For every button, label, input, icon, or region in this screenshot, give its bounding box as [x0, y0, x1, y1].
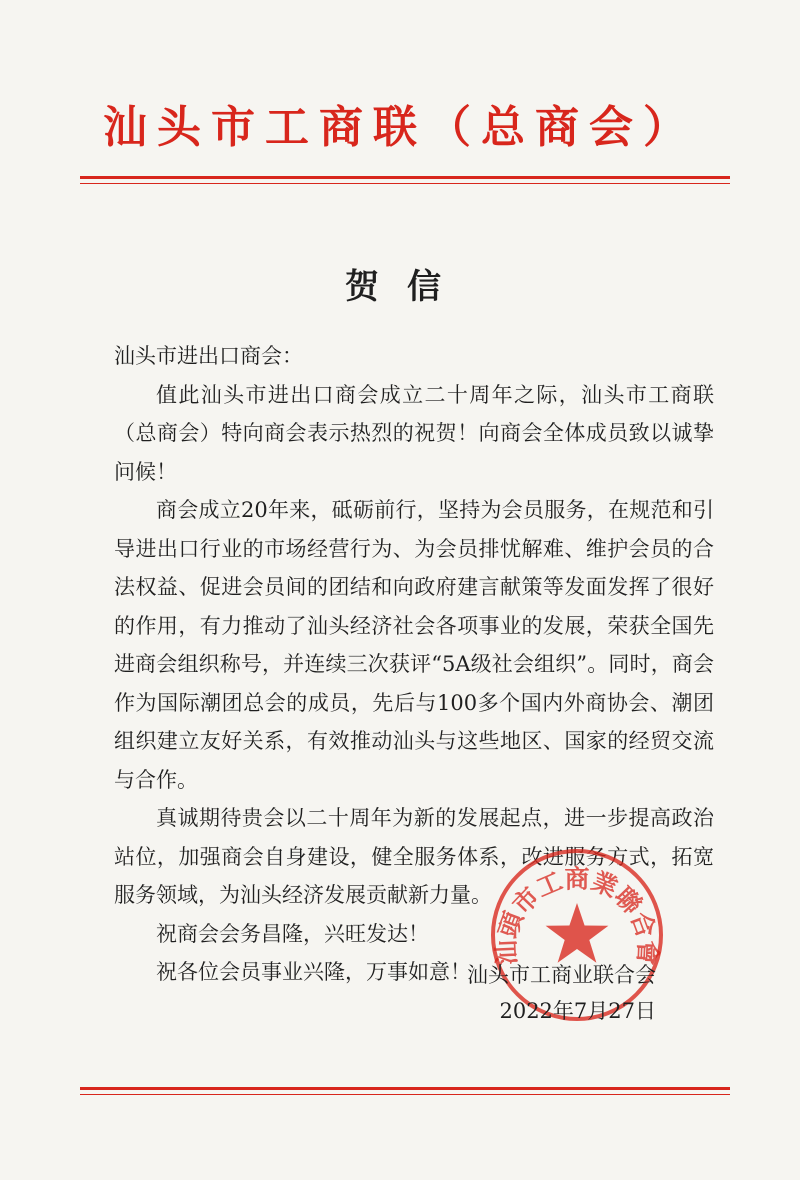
seal-star-icon — [546, 903, 609, 963]
signature-date: 2022年7月27日 — [499, 999, 656, 1023]
letter-paragraph-2: 商会成立20年来，砥砺前行，坚持为会员服务，在规范和引导进出口行业的市场经营行为、为会员排忧解难、维护会员的合法权益、促进会员间的团结和向政府建言献策等发面发挥了很好的作用，有力推动了汕头经济社会各项事业的发展，荣获全国先进商会组织称号，并连续三次获评“5A级社会组织”。同时，商会作为国际潮团总会的成员，先后与100多个国内外商协会、潮团组织建立友好关系，有效推动汕头与这些地区、国家的经贸交流与合作。 — [114, 498, 714, 792]
seal-text: 汕頭市工商業聯合會 — [491, 864, 663, 966]
letter-paragraph-3: 真诚期待贵会以二十周年为新的发展起点，进一步提高政治站位，加强商会自身建设，健全服务体系，改进服务方式，拓宽服务领域，为汕头经济发展贡献新力量。 — [114, 806, 714, 907]
letter-title: 贺信 — [345, 267, 469, 307]
letter-wish-2: 祝各位会员事业兴隆，万事如意！ — [156, 960, 471, 984]
letter-wish-1: 祝商会会务昌隆，兴旺发达！ — [156, 921, 429, 946]
footer-rule-thick — [80, 1087, 730, 1090]
footer-rule-thin — [80, 1094, 730, 1095]
letterhead-rule-thin — [80, 183, 730, 184]
letter-salutation: 汕头市进出口商会： — [114, 344, 303, 368]
signature-organization: 汕头市工商业联合会 — [467, 963, 656, 987]
letter-paragraph-1: 值此汕头市进出口商会成立二十周年之际，汕头市工商联（总商会）特向商会表示热烈的祝贺！向商会全体成员致以诚挚问候！ — [114, 382, 714, 484]
letterhead-title: 汕头市工商联（总商会） — [103, 102, 697, 153]
letterhead-rule-thick — [80, 176, 730, 179]
